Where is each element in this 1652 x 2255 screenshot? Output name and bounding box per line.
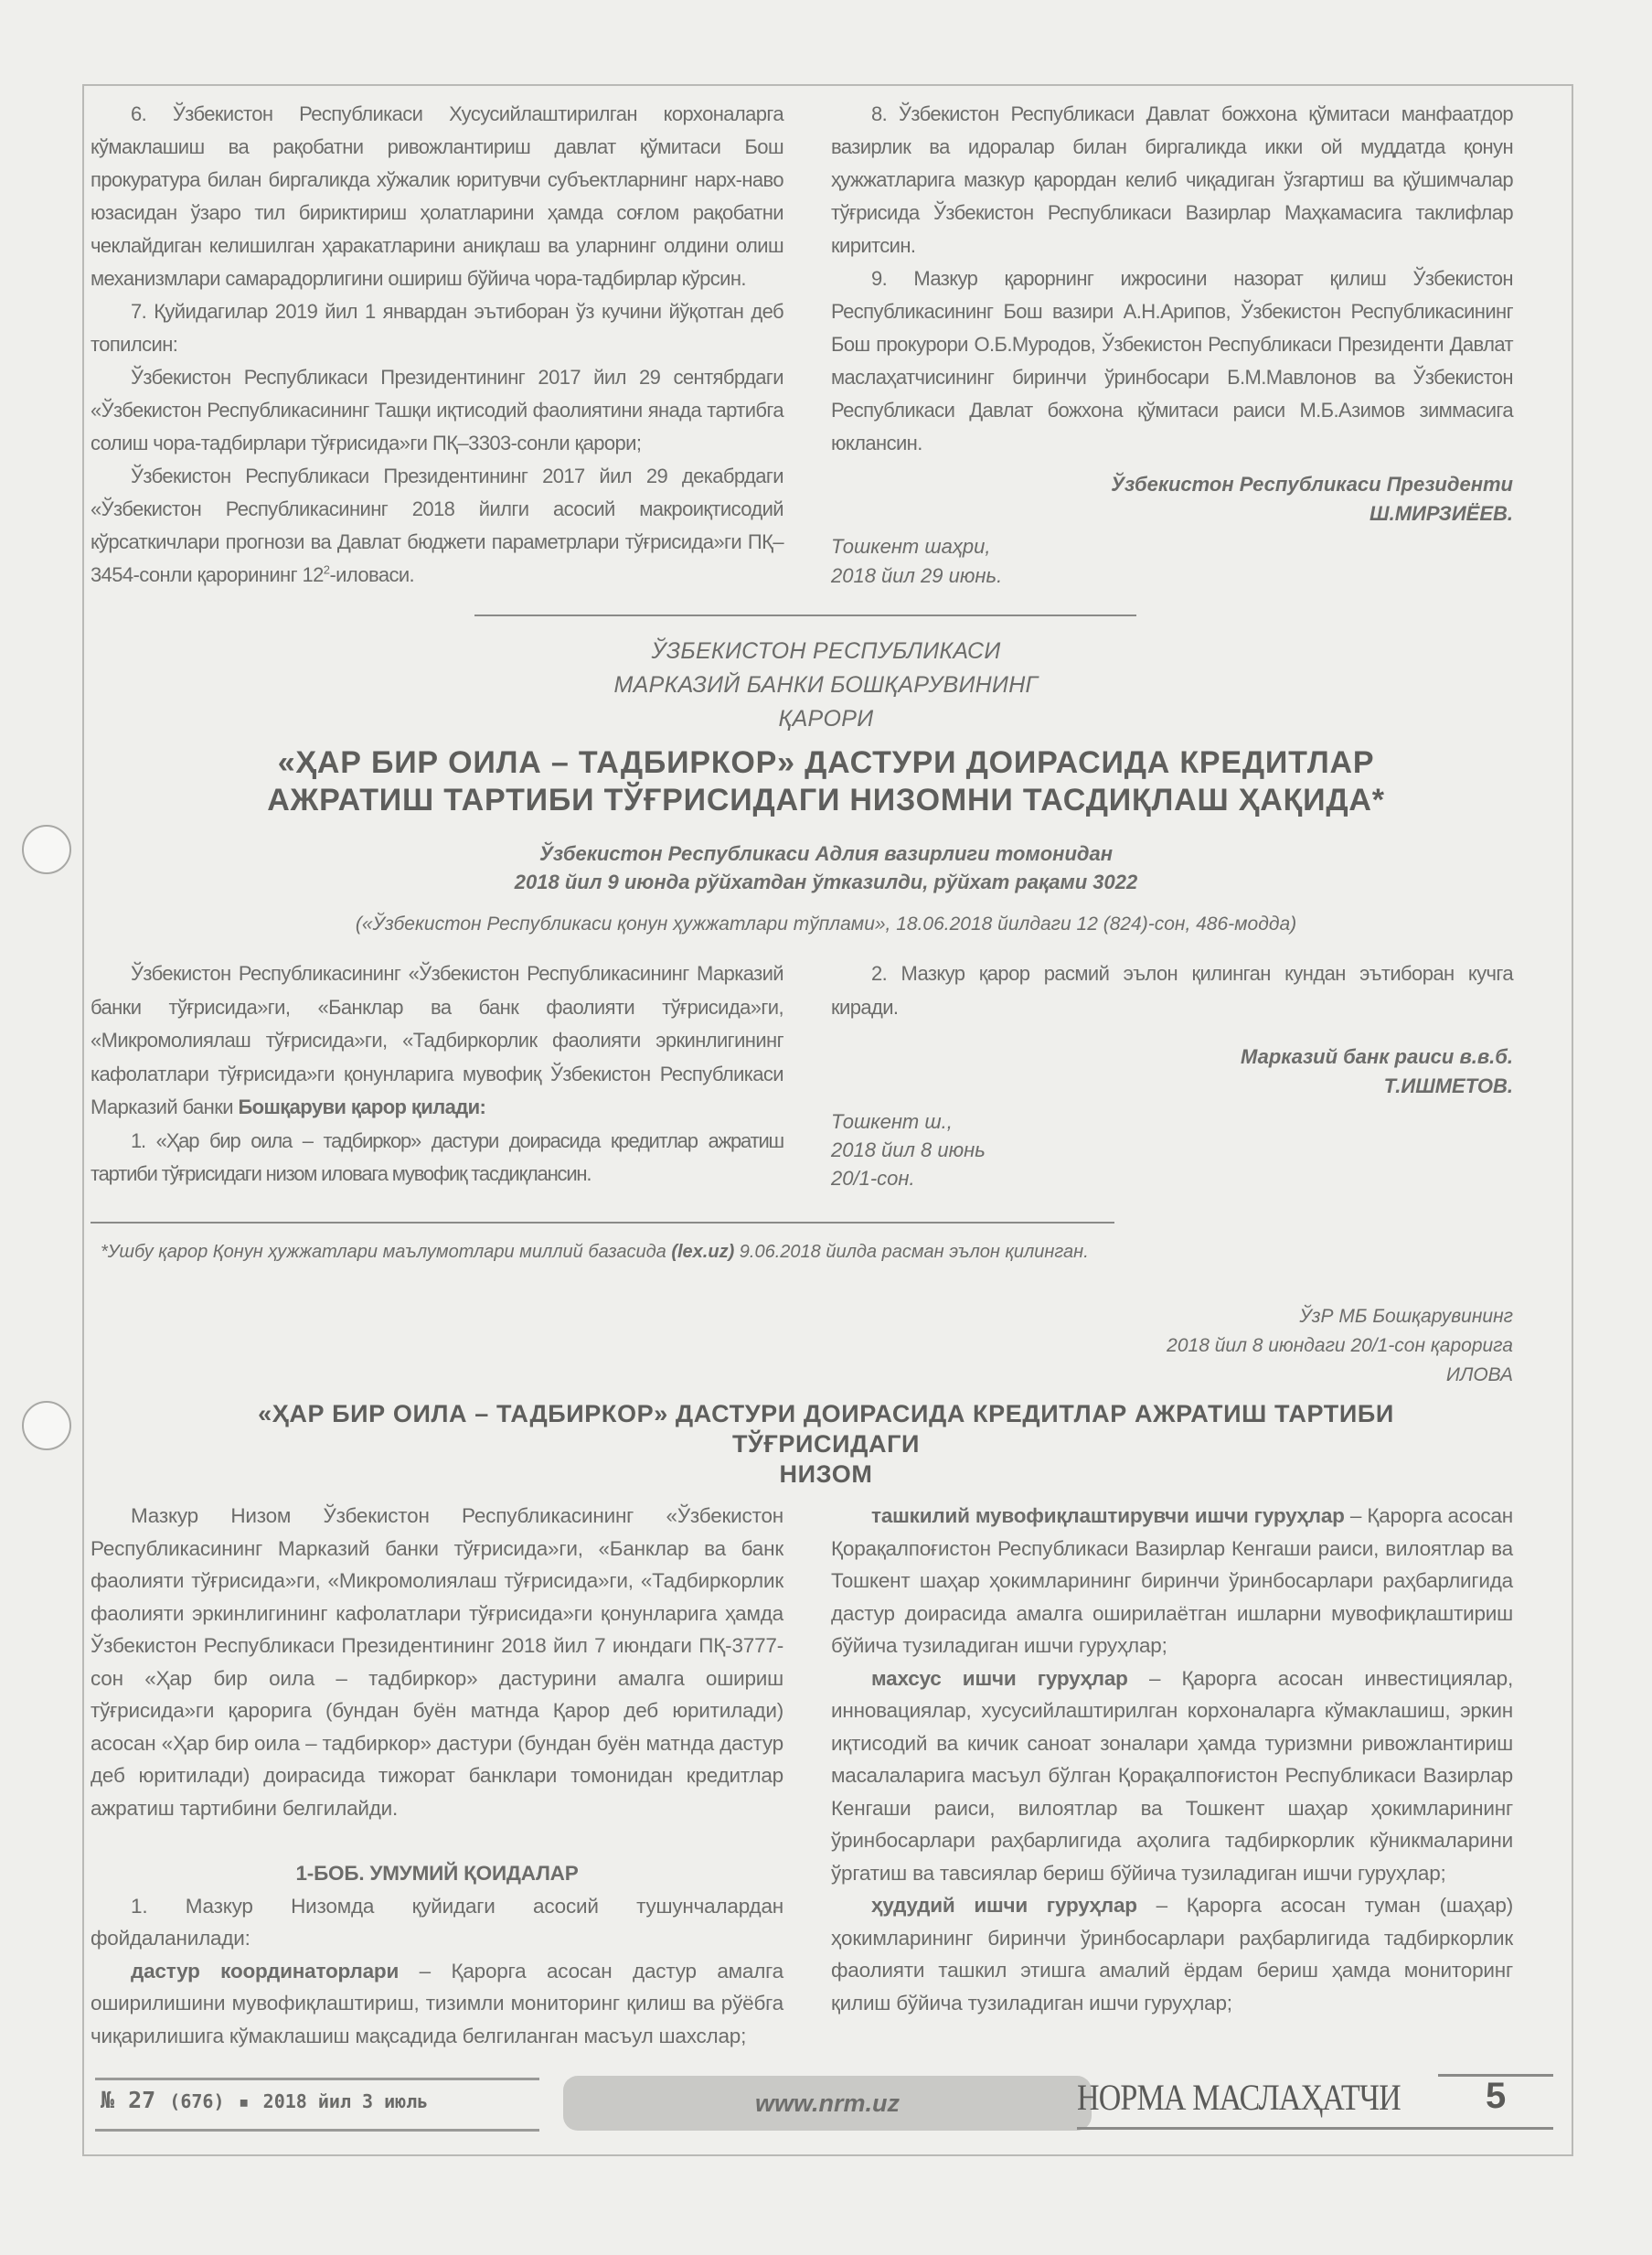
registration-line: 2018 йил 9 июнда рўйхатдан ўтказилди, рўйхат рақами 3022 — [514, 871, 1138, 893]
intro-text: Ўзбекистон Республикасининг «Ўзбекистон Республикасининг Марказий банки тўғрисида»ги, «Банклар ва банк фаолияти тўғрисида»ги, «Микромолиялаш тўғрисида»ги, «Тадбиркорлик фаолияти эркинлигининг кафолатлари тўғрисида»ги қонунларига мувофиқ Ўзбекистон Республикаси Марказий банки — [91, 962, 783, 1118]
title-line: «ҲАР БИР ОИЛА – ТАДБИРКОР» ДАСТУРИ ДОИРАСИДА КРЕДИТЛАР — [277, 745, 1375, 780]
paragraph: 1. «Ҳар бир оила – тадбиркор» дастури доирасида кредитлар ажратиш тартиби тўғрисидаги низом иловага мувофиқ тасдиқлансин. — [91, 1128, 783, 1185]
paragraph: Мазкур Низом Ўзбекистон Республикасининг «Ўзбекистон Республикасининг Марказий банки тўғрисида»ги, «Банклар ва банк фаолияти тўғрисида»ги, «Микромолиялаш тўғрисида»ги, «Тадбиркорлик фаолияти эркинлигининг кафолатлари тўғрисида»ги қонунларига ҳамда Ўзбекистон Республикаси Президентининг 2018 йил 7 июндаги ПҚ-3777-сон «Ҳар бир оила – тадбиркор» дастурини амалга ошириш тўғрисида»ги қарорига (бундан буён матнда Қарор деб юритилади) асосан «Ҳар бир оила – тадбиркор» дастури (бундан буён матнда дастур деб юритилади) доирасида тижорат банклари томонидан кредитлар ажратиш тартибини белгилайди. — [91, 1504, 783, 1820]
term: дастур координаторлари — [131, 1959, 400, 1982]
paragraph-text: Ўзбекистон Республикаси Президентининг 2017 йил 29 декабрдаги «Ўзбекистон Республикасининг 2018 йилги асосий макроиқтисодий кўрсаткичлари прогнози ва Давлат бюджети параметрлари тўғрисида»ги ПҚ–3454-сонли қарорининг 12 — [91, 465, 783, 586]
issue-total: (676) — [169, 2090, 225, 2112]
website-link[interactable]: www.nrm.uz — [563, 2076, 1092, 2131]
issuer-line: МАРКАЗИЙ БАНКИ БОШҚАРУВИНИНГ — [613, 672, 1039, 698]
title-line: ТЎҒРИСИДАГИ — [732, 1430, 920, 1458]
intro-bold: Бошқаруви қарор қилади: — [238, 1095, 486, 1118]
chapter-heading: 1-БОБ. УМУМИЙ ҚОИДАЛАР — [295, 1862, 579, 1885]
paragraph: 8. Ўзбекистон Республикаси Давлат божхона қўмитаси манфаатдор вазирлик ва идоралар билан биргаликда икки ой муддатда қонун ҳужжатларига мазкур қарордан келиб чиқадиган ўзгартиш ва қўшимчалар тўғрисида Ўзбекистон Республикаси Вазирлар Маҳкамасига таклифлар киритсин. — [831, 102, 1513, 257]
term: ҳудудий ишчи гуруҳлар — [871, 1894, 1137, 1917]
source-citation: («Ўзбекистон Республикаси қонун ҳужжатлари тўплами», 18.06.2018 йилдаги 12 (824)-сон, 486-модда) — [355, 914, 1297, 935]
divider — [91, 1222, 1114, 1224]
decree-issuer — [82, 635, 1570, 736]
definition — [831, 1500, 1513, 1662]
ref-line: ЎзР МБ Бошқарувининг — [1299, 1306, 1513, 1327]
term: ташкилий мувофиқлаштирувчи ишчи гуруҳлар — [871, 1504, 1345, 1527]
binder-hole — [22, 825, 71, 874]
issue-number: № 27 — [101, 2087, 156, 2113]
issue-info — [101, 2087, 428, 2113]
signature-name: Т.ИШМЕТОВ. — [1383, 1074, 1513, 1097]
footer-rule — [95, 2078, 539, 2080]
paragraph — [91, 460, 783, 592]
place-date — [831, 532, 1002, 591]
definition — [831, 1889, 1513, 2019]
footnote — [101, 1242, 1089, 1263]
footnote-link: (lex.uz) — [671, 1242, 735, 1262]
title-line: АЖРАТИШ ТАРТИБИ ТЎҒРИСИДАГИ НИЗОМНИ ТАСДИҚЛАШ ҲАҚИДА* — [267, 783, 1385, 818]
paragraph — [91, 957, 783, 1125]
definition — [91, 1955, 783, 2053]
signature-title: Ўзбекистон Республикаси Президенти — [1111, 473, 1513, 496]
appendix-reference — [831, 1302, 1513, 1390]
decree-left-column — [91, 957, 783, 1192]
paragraph: Ўзбекистон Республикаси Президентининг 2017 йил 29 сентябрдаги «Ўзбекистон Республикасининг Ташқи иқтисодий фаолиятини янада тартибга солиш чора-тадбирлари тўғрисида»ги ПҚ–3303-сонли қарори; — [91, 366, 783, 454]
footnote-text: 9.06.2018 йилда расман эълон қилинган. — [734, 1242, 1089, 1262]
page-number: 5 — [1486, 2076, 1507, 2116]
definition — [831, 1662, 1513, 1890]
issuer-line: ҚАРОРИ — [778, 706, 874, 732]
title-line: «ҲАР БИР ОИЛА – ТАДБИРКОР» ДАСТУРИ ДОИРАСИДА КРЕДИТЛАР АЖРАТИШ ТАРТИБИ — [258, 1400, 1394, 1427]
place: Тошкент шаҳри, — [831, 535, 991, 558]
decree-title — [82, 744, 1570, 819]
binder-hole — [22, 1401, 71, 1450]
definition-text: – Қарорга асосан инвестициялар, инновациялар, хусусийлаштирилган корхоналарга кўмаклашиш, эркин иқтисодий ва кичик саноат зоналари ҳамда туризмни ривожлантириш масалаларига масъул бўлган Қорақалпоғистон Республикаси Вазирлар Кенгаши раиси, вилоятлар ва Тошкент шаҳар ҳокимларининг ўринбосарлари раҳбарлигида аҳолига тадбиркорлик кўникмаларини ўргатиш ва тавсиялар бериш бўйича тузиладиган ишчи гуруҳлар; — [831, 1666, 1514, 1885]
president-signature — [831, 470, 1513, 529]
publication-name: НОРМА МАСЛАҲАТЧИ — [1077, 2077, 1401, 2118]
ref-line: ИЛОВА — [1445, 1364, 1513, 1385]
registration-line: Ўзбекистон Республикаси Адлия вазирлиги томонидан — [539, 842, 1113, 865]
ref-line: 2018 йил 8 июндаги 20/1-сон қарорига — [1167, 1335, 1513, 1356]
issuer-line: ЎЗБЕКИСТОН РЕСПУБЛИКАСИ — [651, 638, 1001, 664]
decree-number: 20/1-сон. — [831, 1167, 915, 1190]
footer-rule — [95, 2129, 539, 2132]
superscript: 2 — [323, 562, 330, 577]
definition-text: – Қарорга асосан туман (шаҳар) ҳокимларининг биринчи ўринбосарлари раҳбарлигида тадбиркорлик фаолияти ташкил этишга амалий ёрдам бериш ҳамда мониторинг қилиш бўйича тузиладиган ишчи гуруҳлар; — [831, 1894, 1513, 2015]
definition-text: – Қарорга асосан Қорақалпоғистон Республикаси Вазирлар Кенгаши раиси, вилоятлар ва Тошкент шаҳар ҳокимларининг биринчи ўринбосарлари раҳбарлигида дастур доирасида амалга оширилаётган ишларни мувофиқлаштириш бўйича тузиладиган ишчи гуруҳлар; — [831, 1504, 1513, 1657]
bullet-icon: ▪ — [238, 2090, 250, 2112]
paragraph-tail: -иловаси. — [329, 563, 415, 586]
term: махсус ишчи гуруҳлар — [871, 1666, 1128, 1690]
registration-info — [82, 839, 1570, 896]
top-left-column — [91, 98, 783, 592]
paragraph: 9. Мазкур қарорнинг ижросини назорат қилиш Ўзбекистон Республикасининг Бош вазири А.Н.Арипов, Ўзбекистон Республикасининг Бош прокурори О.Б.Муродов, Ўзбекистон Республикаси Президенти Давлат маслаҳатчисининг биринчи ўринбосари Б.М.Мавлонов ва Ўзбекистон Республикаси Давлат божхона қўмитаси раиси М.Б.Азимов зиммасига юклансин. — [831, 267, 1513, 454]
decree-right-column — [831, 957, 1513, 1024]
paragraph: 1. Мазкур Низомда қуйидаги асосий тушунчалардан фойдаланилади: — [91, 1894, 783, 1950]
appendix-right-column — [831, 1500, 1513, 2019]
place: Тошкент ш., — [831, 1110, 953, 1133]
definition-text: – Қарорга асосан дастур амалга оширилишини мувофиқлаштириш, тизимли мониторинг қилиш ва рўёбга чиқарилишига кўмаклашиш мақсадида белгиланган масъул шахслар; — [91, 1959, 783, 2047]
footnote-text: *Ушбу қарор Қонун ҳужжатлари маълумотлари миллий базасида — [101, 1242, 672, 1262]
signature-title: Марказий банк раиси в.в.б. — [1241, 1045, 1513, 1068]
paragraph: 6. Ўзбекистон Республикаси Хусусийлаштирилган корхоналарга кўмаклашиш ва рақобатни ривожлантириш давлат қўмитаси Бош прокуратура билан биргаликда хўжалик юритувчи субъектларнинг нарх-наво юзасидан ўзаро тил бириктириш ҳолатларини ҳамда соғлом рақобатни чеклайдиган келишилган ҳаракатларини аниқлаш ва уларнинг олдини олиш механизмлари самарадорлигини ошириш бўйича чора-тадбирлар кўрсин. — [91, 102, 783, 290]
signature-name: Ш.МИРЗИЁЕВ. — [1370, 502, 1513, 525]
divider — [474, 615, 1136, 616]
footer-rule — [1077, 2127, 1553, 2130]
date: 2018 йил 29 июнь. — [831, 564, 1003, 587]
appendix-title — [82, 1399, 1570, 1490]
issue-date: 2018 йил 3 июль — [262, 2090, 429, 2112]
appendix-left-column — [91, 1500, 783, 2052]
top-right-column — [831, 98, 1513, 460]
title-line: НИЗОМ — [779, 1460, 873, 1488]
bank-signature — [831, 1042, 1513, 1101]
decree-place-date — [831, 1107, 986, 1192]
paragraph: 2. Мазкур қарор расмий эълон қилинган кундан эътиборан кучга киради. — [831, 962, 1513, 1019]
date: 2018 йил 8 июнь — [831, 1138, 986, 1161]
paragraph: 7. Қуйидагилар 2019 йил 1 январдан эътиборан ўз кучини йўқотган деб топилсин: — [91, 300, 783, 356]
